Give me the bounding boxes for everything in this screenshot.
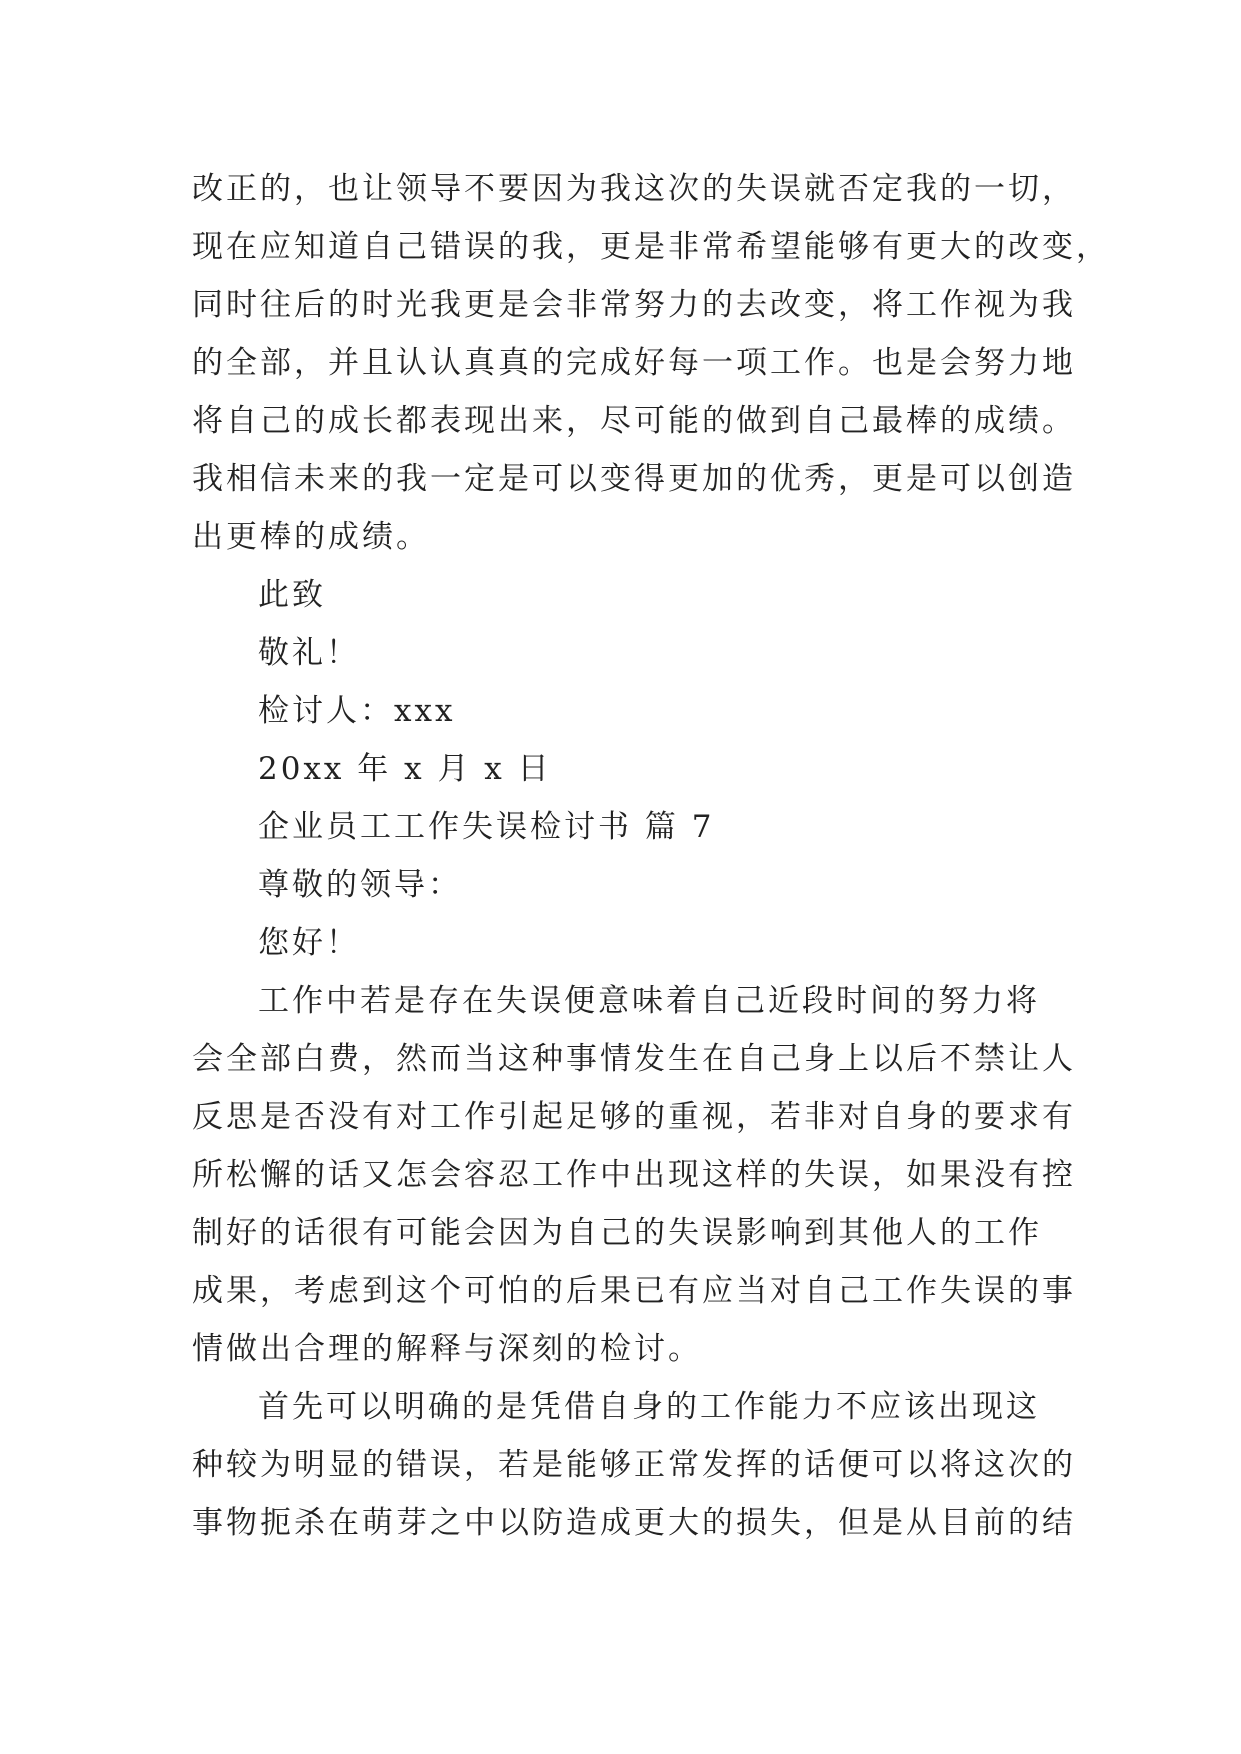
text-line: 反思是否没有对工作引起足够的重视，若非对自身的要求有 (192, 1099, 1076, 1135)
text-line: 20xx 年 x 月 x 日 (258, 751, 552, 787)
text-line: 所松懈的话又怎会容忍工作中出现这样的失误，如果没有控 (192, 1157, 1076, 1193)
text-line: 您好！ (258, 925, 360, 961)
text-line: 改正的，也让领导不要因为我这次的失误就否定我的一切， (192, 171, 1076, 207)
text-line: 现在应知道自己错误的我，更是非常希望能够有更大的改变， (192, 229, 1110, 265)
text-line: 企业员工工作失误检讨书 篇 7 (258, 809, 715, 845)
text-line: 种较为明显的错误，若是能够正常发挥的话便可以将这次的 (192, 1447, 1076, 1483)
text-line: 同时往后的时光我更是会非常努力的去改变，将工作视为我 (192, 287, 1076, 323)
text-line: 我相信未来的我一定是可以变得更加的优秀，更是可以创造 (192, 461, 1076, 497)
text-line: 出更棒的成绩。 (192, 519, 430, 555)
text-line: 此致 (258, 577, 326, 613)
text-line: 检讨人：xxx (258, 693, 456, 729)
text-line: 的全部，并且认认真真的完成好每一项工作。也是会努力地 (192, 345, 1076, 381)
text-line: 成果，考虑到这个可怕的后果已有应当对自己工作失误的事 (192, 1273, 1076, 1309)
document-body (192, 160, 1110, 1552)
text-line: 尊敬的领导： (258, 867, 462, 903)
text-line: 敬礼！ (258, 635, 360, 671)
text-line: 制好的话很有可能会因为自己的失误影响到其他人的工作 (192, 1215, 1042, 1251)
text-line: 情做出合理的解释与深刻的检讨。 (192, 1331, 702, 1367)
text-line: 会全部白费，然而当这种事情发生在自己身上以后不禁让人 (192, 1041, 1076, 1077)
text-line: 将自己的成长都表现出来，尽可能的做到自己最棒的成绩。 (192, 403, 1076, 439)
text-line: 首先可以明确的是凭借自身的工作能力不应该出现这 (258, 1389, 1040, 1425)
text-line: 工作中若是存在失误便意味着自己近段时间的努力将 (258, 983, 1040, 1019)
text-line: 事物扼杀在萌芽之中以防造成更大的损失，但是从目前的结 (192, 1505, 1076, 1541)
